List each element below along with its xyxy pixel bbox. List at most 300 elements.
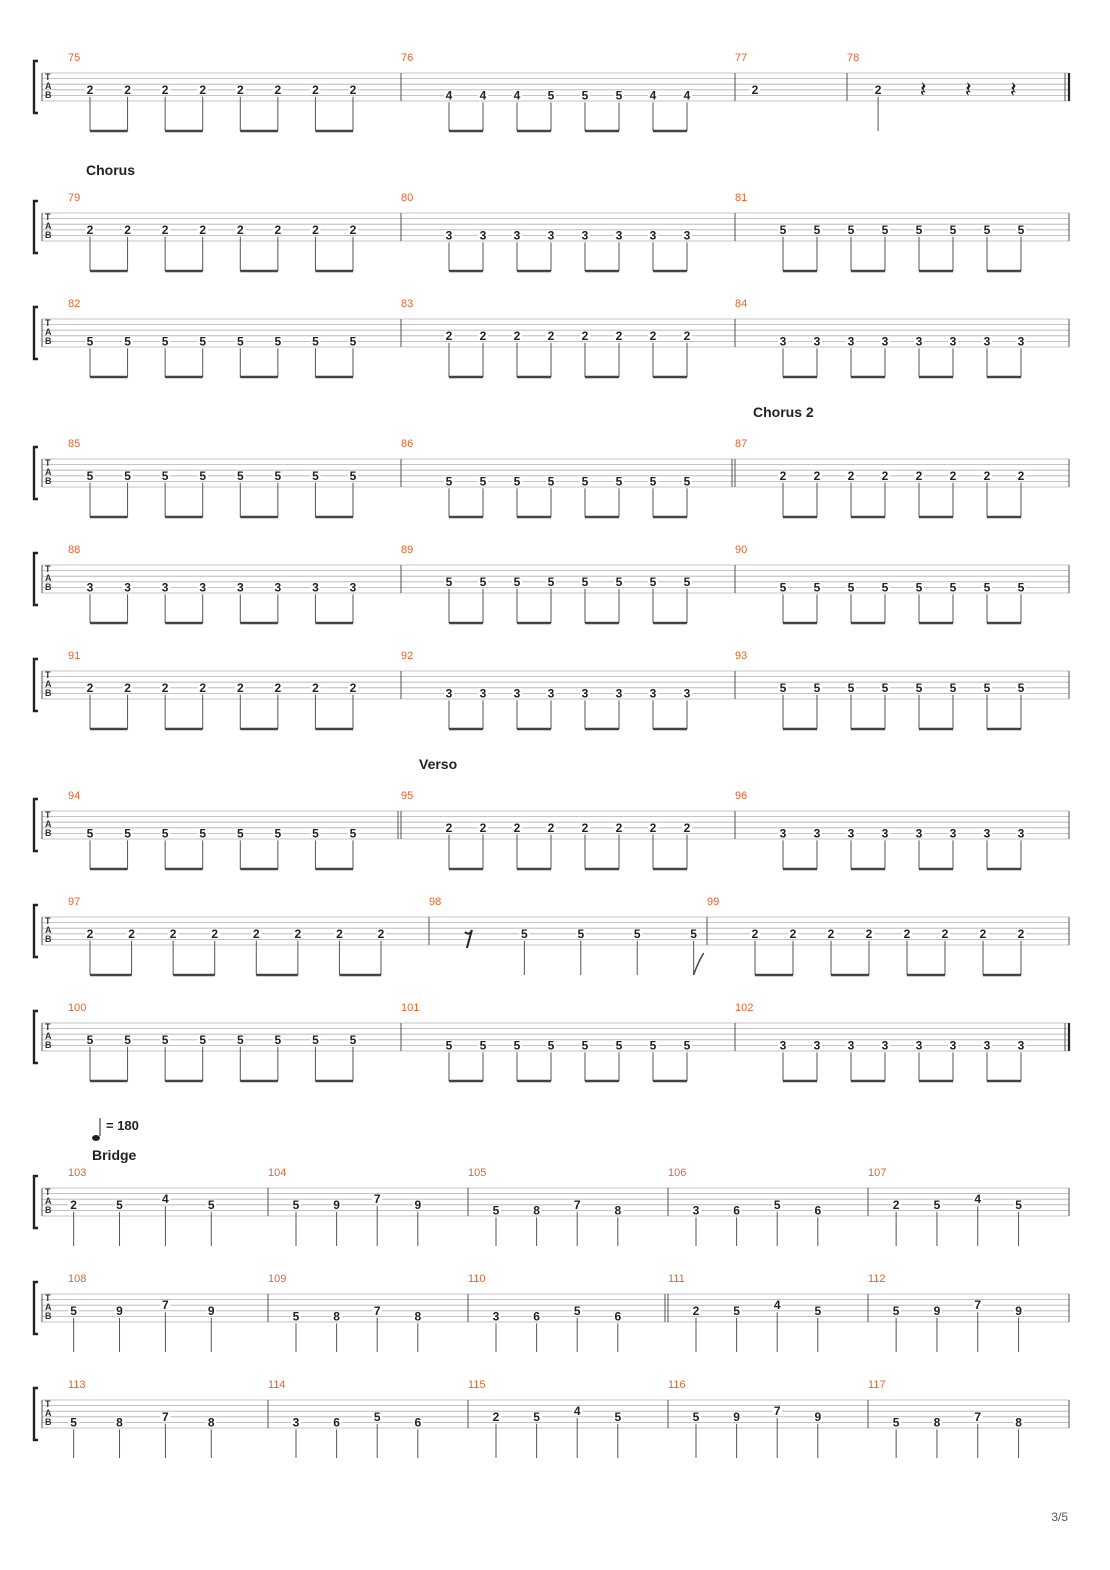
fret-number: 3 bbox=[847, 826, 855, 841]
fret-number: 3 bbox=[949, 334, 957, 349]
fret-number: 3 bbox=[615, 686, 623, 701]
fret-number: 2 bbox=[161, 680, 169, 695]
fret-number: 8 bbox=[207, 1415, 215, 1430]
fret-number: 3 bbox=[683, 228, 691, 243]
measure-number: 90 bbox=[735, 544, 748, 556]
fret-number: 5 bbox=[547, 574, 555, 589]
fret-number: 5 bbox=[349, 826, 357, 841]
tab-clef-letter: A bbox=[45, 81, 52, 91]
fret-number: 4 bbox=[445, 88, 453, 103]
fret-number: 3 bbox=[813, 334, 821, 349]
fret-number: 3 bbox=[779, 1038, 787, 1053]
fret-number: 5 bbox=[649, 474, 657, 489]
fret-number: 2 bbox=[949, 468, 957, 483]
measure-number: 88 bbox=[68, 544, 81, 556]
fret-number: 5 bbox=[86, 826, 94, 841]
quarter-rest-icon: 𝄽 bbox=[964, 77, 972, 102]
measure-number: 114 bbox=[268, 1379, 286, 1391]
fret-number: 3 bbox=[813, 1038, 821, 1053]
tab-clef-letter: B bbox=[45, 1040, 52, 1050]
fret-number: 5 bbox=[161, 468, 169, 483]
page-number: 3/5 bbox=[1051, 1510, 1068, 1524]
tab-clef-letter: A bbox=[45, 1408, 52, 1418]
fret-number: 5 bbox=[161, 334, 169, 349]
fret-number: 2 bbox=[513, 328, 521, 343]
fret-number: 2 bbox=[615, 820, 623, 835]
fret-number: 5 bbox=[86, 468, 94, 483]
fret-number: 5 bbox=[892, 1303, 900, 1318]
fret-number: 3 bbox=[779, 826, 787, 841]
fret-number: 5 bbox=[312, 468, 319, 483]
eighth-flag-icon bbox=[694, 953, 704, 975]
fret-number: 3 bbox=[349, 580, 357, 595]
fret-number: 3 bbox=[983, 334, 991, 349]
tab-clef-letter: T bbox=[45, 1022, 51, 1032]
fret-number: 2 bbox=[70, 1197, 77, 1212]
fret-number: 5 bbox=[161, 826, 169, 841]
fret-number: 5 bbox=[915, 222, 923, 237]
fret-number: 9 bbox=[1015, 1303, 1022, 1318]
fret-number: 2 bbox=[312, 222, 319, 237]
fret-number: 5 bbox=[581, 1038, 589, 1053]
fret-number: 5 bbox=[915, 580, 923, 595]
fret-number: 3 bbox=[479, 228, 487, 243]
fret-number: 2 bbox=[312, 680, 319, 695]
fret-number: 3 bbox=[292, 1415, 300, 1430]
fret-number: 5 bbox=[847, 580, 855, 595]
fret-number: 2 bbox=[161, 222, 169, 237]
measure-number: 101 bbox=[401, 1002, 420, 1014]
fret-number: 3 bbox=[983, 826, 991, 841]
tab-clef-letter: A bbox=[45, 221, 52, 231]
fret-number: 5 bbox=[86, 1032, 94, 1047]
system-bracket bbox=[34, 201, 38, 253]
fret-number: 9 bbox=[933, 1303, 941, 1318]
fret-number: 2 bbox=[874, 82, 882, 97]
fret-number: 5 bbox=[1017, 580, 1025, 595]
fret-number: 5 bbox=[983, 580, 991, 595]
system-bracket bbox=[34, 61, 38, 113]
fret-number: 2 bbox=[983, 468, 991, 483]
fret-number: 5 bbox=[124, 826, 131, 841]
fret-number: 4 bbox=[683, 88, 691, 103]
fret-number: 8 bbox=[533, 1203, 540, 1218]
measure-number: 85 bbox=[68, 438, 81, 450]
fret-number: 2 bbox=[128, 926, 135, 941]
measure-number: 105 bbox=[468, 1167, 487, 1179]
measure-number: 104 bbox=[268, 1167, 287, 1179]
tab-clef-letter: B bbox=[45, 230, 52, 240]
tab-clef-letter: B bbox=[45, 90, 52, 100]
measure-number: 80 bbox=[401, 192, 414, 204]
fret-number: 2 bbox=[312, 82, 319, 97]
measure-number: 116 bbox=[668, 1379, 686, 1391]
system-bracket bbox=[34, 307, 38, 359]
measure-number: 97 bbox=[68, 896, 81, 908]
tab-clef-letter: A bbox=[45, 819, 52, 829]
fret-number: 2 bbox=[789, 926, 797, 941]
fret-number: 2 bbox=[581, 328, 589, 343]
fret-number: 4 bbox=[479, 88, 487, 103]
fret-number: 3 bbox=[779, 334, 787, 349]
fret-number: 4 bbox=[974, 1192, 982, 1207]
measure-number: 111 bbox=[668, 1273, 685, 1285]
fret-number: 2 bbox=[252, 926, 260, 941]
fret-number: 5 bbox=[983, 222, 991, 237]
fret-number: 2 bbox=[513, 820, 521, 835]
measure-number: 94 bbox=[68, 790, 81, 802]
fret-number: 5 bbox=[124, 468, 131, 483]
fret-number: 5 bbox=[692, 1409, 700, 1424]
fret-number: 5 bbox=[733, 1303, 740, 1318]
fret-number: 5 bbox=[813, 680, 821, 695]
fret-number: 2 bbox=[86, 926, 94, 941]
measure-number: 79 bbox=[68, 192, 81, 204]
fret-number: 3 bbox=[881, 1038, 889, 1053]
measure-number: 107 bbox=[868, 1167, 887, 1179]
fret-number: 3 bbox=[492, 1309, 500, 1324]
fret-number: 6 bbox=[733, 1203, 740, 1218]
tab-clef-letter: T bbox=[45, 458, 51, 468]
fret-number: 2 bbox=[847, 468, 855, 483]
tab-clef-letter: A bbox=[45, 1031, 52, 1041]
fret-number: 5 bbox=[124, 1032, 131, 1047]
fret-number: 3 bbox=[649, 686, 657, 701]
fret-number: 6 bbox=[414, 1415, 422, 1430]
system-bracket bbox=[34, 905, 38, 957]
tab-clef-letter: T bbox=[45, 1293, 51, 1303]
tab-clef-letter: B bbox=[45, 934, 52, 944]
fret-number: 2 bbox=[649, 328, 657, 343]
fret-number: 5 bbox=[983, 680, 991, 695]
fret-number: 2 bbox=[979, 926, 987, 941]
fret-number: 3 bbox=[547, 686, 555, 701]
measure-number: 93 bbox=[735, 650, 748, 662]
fret-number: 5 bbox=[683, 474, 691, 489]
fret-number: 5 bbox=[236, 1032, 244, 1047]
fret-number: 8 bbox=[1015, 1415, 1022, 1430]
fret-number: 5 bbox=[116, 1197, 123, 1212]
fret-number: 5 bbox=[1017, 680, 1025, 695]
measure-number: 98 bbox=[429, 896, 442, 908]
fret-number: 5 bbox=[847, 222, 855, 237]
measure-number: 75 bbox=[68, 52, 81, 64]
fret-number: 5 bbox=[445, 474, 453, 489]
fret-number: 3 bbox=[199, 580, 207, 595]
fret-number: 5 bbox=[207, 1197, 215, 1212]
fret-number: 5 bbox=[274, 826, 282, 841]
fret-number: 3 bbox=[847, 334, 855, 349]
fret-number: 4 bbox=[573, 1404, 581, 1419]
fret-number: 2 bbox=[692, 1303, 700, 1318]
fret-number: 5 bbox=[161, 1032, 169, 1047]
fret-number: 9 bbox=[814, 1409, 822, 1424]
fret-number: 2 bbox=[547, 328, 555, 343]
fret-number: 2 bbox=[86, 680, 94, 695]
fret-number: 2 bbox=[336, 926, 343, 941]
fret-number: 4 bbox=[773, 1298, 781, 1313]
fret-number: 5 bbox=[236, 468, 244, 483]
fret-number: 2 bbox=[903, 926, 911, 941]
fret-number: 3 bbox=[949, 826, 957, 841]
tab-clef-letter: A bbox=[45, 1196, 52, 1206]
system-bracket bbox=[34, 799, 38, 851]
measure-number: 89 bbox=[401, 544, 414, 556]
fret-number: 3 bbox=[445, 686, 453, 701]
fret-number: 5 bbox=[236, 334, 244, 349]
fret-number: 2 bbox=[751, 926, 759, 941]
fret-number: 2 bbox=[547, 820, 555, 835]
fret-number: 5 bbox=[581, 474, 589, 489]
fret-number: 9 bbox=[414, 1197, 422, 1212]
measure-number: 108 bbox=[68, 1273, 87, 1285]
measure-number: 92 bbox=[401, 650, 414, 662]
fret-number: 5 bbox=[649, 1038, 657, 1053]
measure-number: 110 bbox=[468, 1273, 486, 1285]
fret-number: 7 bbox=[162, 1298, 169, 1313]
fret-number: 5 bbox=[533, 1409, 540, 1424]
measure-number: 78 bbox=[847, 52, 860, 64]
fret-number: 2 bbox=[1017, 468, 1025, 483]
fret-number: 5 bbox=[1015, 1197, 1022, 1212]
fret-number: 3 bbox=[274, 580, 282, 595]
fret-number: 2 bbox=[169, 926, 177, 941]
system-bracket bbox=[34, 1176, 38, 1228]
fret-number: 5 bbox=[614, 1409, 622, 1424]
measure-number: 81 bbox=[735, 192, 748, 204]
fret-number: 3 bbox=[983, 1038, 991, 1053]
fret-number: 7 bbox=[373, 1303, 381, 1318]
fret-number: 3 bbox=[479, 686, 487, 701]
measure-number: 86 bbox=[401, 438, 414, 450]
fret-number: 5 bbox=[573, 1303, 581, 1318]
fret-number: 2 bbox=[236, 222, 244, 237]
fret-number: 6 bbox=[814, 1203, 822, 1218]
measure-number: 109 bbox=[268, 1273, 287, 1285]
section-label: Bridge bbox=[92, 1147, 137, 1163]
fret-number: 3 bbox=[1017, 826, 1025, 841]
measure-number: 83 bbox=[401, 298, 414, 310]
fret-number: 3 bbox=[915, 1038, 923, 1053]
fret-number: 2 bbox=[349, 82, 357, 97]
tab-clef-letter: A bbox=[45, 925, 52, 935]
fret-number: 5 bbox=[683, 574, 691, 589]
fret-number: 5 bbox=[349, 468, 357, 483]
system-bracket bbox=[34, 553, 38, 605]
fret-number: 7 bbox=[573, 1197, 581, 1212]
fret-number: 7 bbox=[162, 1409, 169, 1424]
fret-number: 3 bbox=[124, 580, 131, 595]
fret-number: 8 bbox=[333, 1309, 340, 1324]
fret-number: 8 bbox=[116, 1415, 123, 1430]
fret-number: 5 bbox=[292, 1197, 300, 1212]
fret-number: 5 bbox=[547, 88, 555, 103]
measure-number: 102 bbox=[735, 1002, 754, 1014]
fret-number: 3 bbox=[692, 1203, 700, 1218]
fret-number: 5 bbox=[521, 926, 528, 941]
measure-number: 91 bbox=[68, 650, 81, 662]
fret-number: 2 bbox=[349, 680, 357, 695]
tab-clef-letter: B bbox=[45, 1417, 52, 1427]
fret-number: 5 bbox=[773, 1197, 781, 1212]
fret-number: 2 bbox=[827, 926, 835, 941]
fret-number: 3 bbox=[949, 1038, 957, 1053]
fret-number: 2 bbox=[124, 82, 131, 97]
fret-number: 5 bbox=[813, 222, 821, 237]
fret-number: 5 bbox=[349, 334, 357, 349]
fret-number: 4 bbox=[162, 1192, 169, 1207]
fret-number: 5 bbox=[881, 680, 889, 695]
fret-number: 2 bbox=[479, 328, 487, 343]
fret-number: 5 bbox=[779, 680, 787, 695]
measure-number: 87 bbox=[735, 438, 748, 450]
fret-number: 5 bbox=[199, 334, 207, 349]
fret-number: 5 bbox=[649, 574, 657, 589]
fret-number: 3 bbox=[881, 334, 889, 349]
tab-clef-letter: A bbox=[45, 467, 52, 477]
fret-number: 3 bbox=[1017, 1038, 1025, 1053]
fret-number: 2 bbox=[124, 222, 131, 237]
fret-number: 3 bbox=[312, 580, 319, 595]
fret-number: 5 bbox=[274, 1032, 282, 1047]
fret-number: 5 bbox=[274, 468, 282, 483]
fret-number: 2 bbox=[124, 680, 131, 695]
fret-number: 3 bbox=[445, 228, 453, 243]
fret-number: 9 bbox=[733, 1409, 740, 1424]
fret-number: 3 bbox=[547, 228, 555, 243]
tab-clef-letter: A bbox=[45, 1302, 52, 1312]
fret-number: 5 bbox=[779, 580, 787, 595]
fret-number: 7 bbox=[974, 1409, 982, 1424]
fret-number: 9 bbox=[116, 1303, 123, 1318]
measure-number: 96 bbox=[735, 790, 748, 802]
fret-number: 2 bbox=[941, 926, 949, 941]
fret-number: 2 bbox=[881, 468, 889, 483]
fret-number: 5 bbox=[683, 1038, 691, 1053]
fret-number: 5 bbox=[949, 580, 957, 595]
fret-number: 2 bbox=[199, 82, 207, 97]
section-label: Verso bbox=[419, 756, 458, 772]
section-label: Chorus 2 bbox=[753, 404, 814, 420]
fret-number: 5 bbox=[513, 474, 521, 489]
fret-number: 3 bbox=[615, 228, 623, 243]
measure-number: 103 bbox=[68, 1167, 87, 1179]
measure-number: 95 bbox=[401, 790, 414, 802]
fret-number: 5 bbox=[949, 222, 957, 237]
measure-number: 117 bbox=[868, 1379, 886, 1391]
fret-number: 2 bbox=[683, 820, 691, 835]
fret-number: 8 bbox=[933, 1415, 941, 1430]
fret-number: 7 bbox=[373, 1192, 381, 1207]
fret-number: 6 bbox=[333, 1415, 340, 1430]
fret-number: 2 bbox=[892, 1197, 900, 1212]
fret-number: 5 bbox=[1017, 222, 1025, 237]
fret-number: 5 bbox=[199, 1032, 207, 1047]
fret-number: 2 bbox=[294, 926, 302, 941]
tab-clef-letter: B bbox=[45, 336, 52, 346]
fret-number: 2 bbox=[445, 820, 453, 835]
fret-number: 5 bbox=[70, 1415, 77, 1430]
fret-number: 2 bbox=[581, 820, 589, 835]
tab-clef-letter: T bbox=[45, 810, 51, 820]
tab-clef-letter: T bbox=[45, 916, 51, 926]
tab-clef-letter: T bbox=[45, 564, 51, 574]
fret-number: 5 bbox=[312, 1032, 319, 1047]
fret-number: 2 bbox=[479, 820, 487, 835]
fret-number: 2 bbox=[349, 222, 357, 237]
fret-number: 3 bbox=[683, 686, 691, 701]
system-bracket bbox=[34, 447, 38, 499]
fret-number: 3 bbox=[513, 686, 521, 701]
tab-clef-letter: B bbox=[45, 476, 52, 486]
measure-number: 106 bbox=[668, 1167, 687, 1179]
fret-number: 5 bbox=[86, 334, 94, 349]
fret-number: 5 bbox=[274, 334, 282, 349]
fret-number: 5 bbox=[813, 580, 821, 595]
fret-number: 5 bbox=[581, 88, 589, 103]
system-bracket bbox=[34, 1011, 38, 1063]
fret-number: 5 bbox=[349, 1032, 357, 1047]
fret-number: 5 bbox=[479, 574, 487, 589]
measure-number: 77 bbox=[735, 52, 748, 64]
fret-number: 3 bbox=[915, 826, 923, 841]
fret-number: 8 bbox=[614, 1203, 622, 1218]
section-label: Chorus bbox=[86, 162, 135, 178]
tempo-marking: = 180 bbox=[106, 1118, 139, 1133]
fret-number: 2 bbox=[865, 926, 873, 941]
tab-clef-letter: T bbox=[45, 212, 51, 222]
tab-clef-letter: T bbox=[45, 1187, 51, 1197]
fret-number: 2 bbox=[236, 680, 244, 695]
quarter-rest-icon: 𝄽 bbox=[1009, 77, 1017, 102]
fret-number: 5 bbox=[633, 926, 641, 941]
fret-number: 5 bbox=[124, 334, 131, 349]
fret-number: 5 bbox=[312, 334, 319, 349]
fret-number: 3 bbox=[813, 826, 821, 841]
measure-number: 76 bbox=[401, 52, 414, 64]
fret-number: 3 bbox=[881, 826, 889, 841]
fret-number: 5 bbox=[492, 1203, 500, 1218]
fret-number: 2 bbox=[161, 82, 169, 97]
tab-clef-letter: B bbox=[45, 688, 52, 698]
fret-number: 5 bbox=[581, 574, 589, 589]
tab-clef-letter: T bbox=[45, 1399, 51, 1409]
system-bracket bbox=[34, 1388, 38, 1440]
fret-number: 5 bbox=[779, 222, 787, 237]
fret-number: 5 bbox=[847, 680, 855, 695]
fret-number: 5 bbox=[881, 222, 889, 237]
fret-number: 2 bbox=[274, 680, 282, 695]
fret-number: 2 bbox=[615, 328, 623, 343]
fret-number: 8 bbox=[414, 1309, 422, 1324]
fret-number: 3 bbox=[1017, 334, 1025, 349]
system-bracket bbox=[34, 659, 38, 711]
fret-number: 5 bbox=[292, 1309, 300, 1324]
fret-number: 5 bbox=[70, 1303, 77, 1318]
fret-number: 5 bbox=[615, 574, 623, 589]
fret-number: 3 bbox=[86, 580, 94, 595]
fret-number: 7 bbox=[773, 1404, 781, 1419]
fret-number: 2 bbox=[274, 222, 282, 237]
fret-number: 6 bbox=[533, 1309, 540, 1324]
fret-number: 5 bbox=[199, 826, 207, 841]
fret-number: 4 bbox=[513, 88, 521, 103]
measure-number: 113 bbox=[68, 1379, 86, 1391]
fret-number: 5 bbox=[513, 1038, 521, 1053]
fret-number: 5 bbox=[547, 1038, 555, 1053]
fret-number: 5 bbox=[933, 1197, 941, 1212]
tab-clef-letter: T bbox=[45, 318, 51, 328]
